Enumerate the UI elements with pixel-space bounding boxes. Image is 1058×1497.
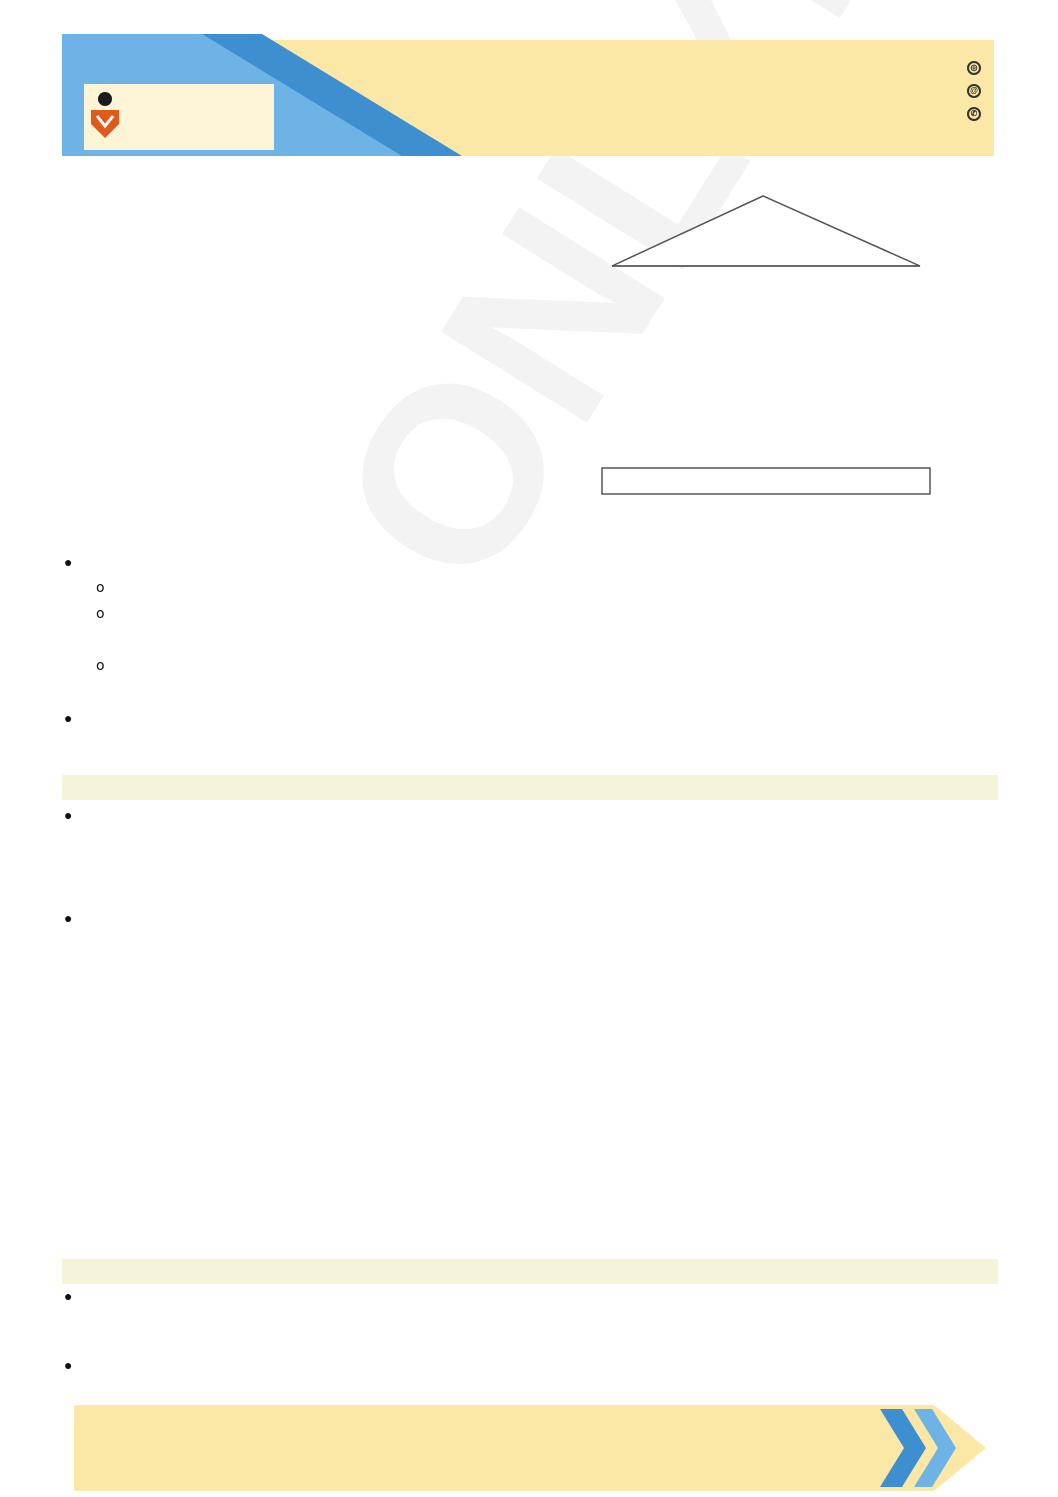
indicator-circle-5 (98, 411, 138, 451)
indicator-bar-6 (88, 467, 570, 498)
indicator-bar-4 (130, 364, 570, 395)
footer-band (74, 1405, 934, 1491)
sub-bullet: o (96, 606, 105, 622)
contact-block (967, 52, 984, 121)
page-header (62, 34, 994, 156)
email-icon: @ (967, 84, 981, 98)
indicator-bar-2 (118, 261, 570, 292)
bullet-dot: ● (64, 809, 73, 824)
chevron-right-icon (874, 1405, 986, 1491)
bullet-dot: ● (64, 712, 73, 727)
bullet-dot: ● (64, 1290, 73, 1305)
roof (612, 196, 920, 266)
indicator-bar-1 (88, 209, 570, 240)
section-heading-initiatives (62, 775, 998, 800)
phone-icon: ✆ (967, 107, 981, 121)
base-slab (602, 468, 930, 494)
globe-icon: ◎ (967, 61, 981, 75)
indicator-bar-5 (118, 416, 570, 447)
indicator-bar-3 (130, 312, 570, 343)
bullet-dot: ● (64, 556, 73, 571)
bullet-dot: ● (64, 912, 73, 927)
sub-bullet: o (96, 658, 105, 674)
indicator-circle-3 (110, 307, 150, 347)
bullet-dot: ● (64, 1359, 73, 1374)
indicator-circle-4 (110, 359, 150, 399)
indicator-circle-1 (68, 204, 108, 244)
sub-bullet: o (96, 580, 105, 596)
logo-person-icon (88, 90, 122, 142)
section-heading-index (62, 1259, 998, 1284)
indicator-circle-2 (98, 256, 138, 296)
indicator-circle-6 (68, 462, 108, 502)
page-footer (74, 1405, 986, 1491)
good-governance-pillar-diagram (598, 192, 934, 498)
